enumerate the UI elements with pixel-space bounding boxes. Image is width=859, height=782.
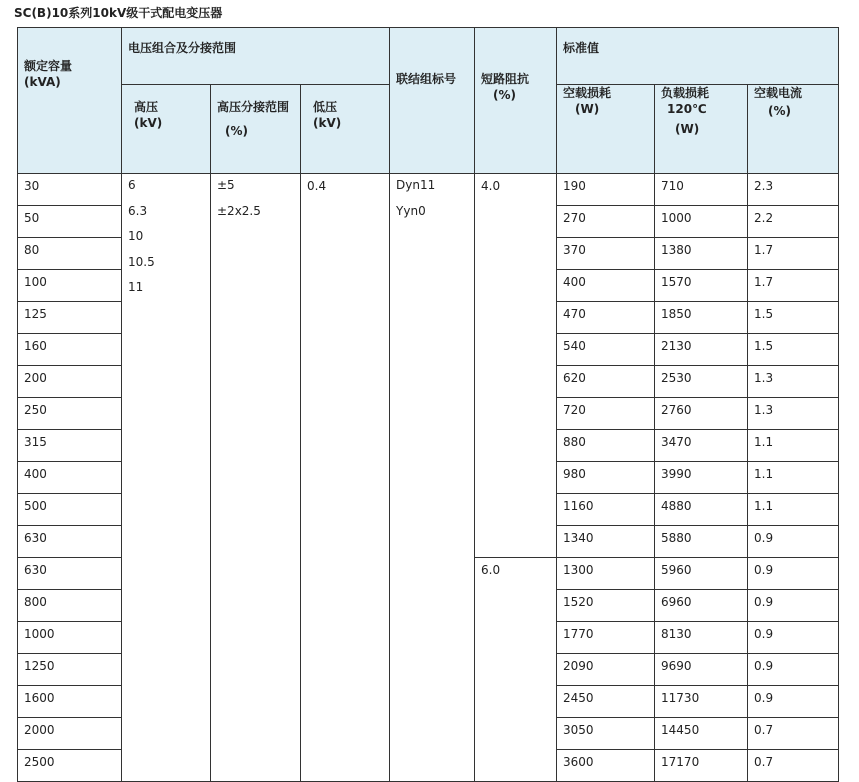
no-load-loss-cell-value: 1300 (563, 563, 594, 577)
no-load-loss-cell (557, 654, 655, 686)
no-load-current-cell (748, 622, 839, 654)
header-hv-tap-label: 高压分接范围 (217, 100, 290, 114)
capacity-cell-value: 50 (24, 211, 40, 225)
no-load-current-cell-value: 2.2 (754, 211, 774, 225)
transformer-spec-table (17, 27, 839, 782)
capacity-cell (18, 654, 122, 686)
load-loss-cell-value: 3470 (661, 435, 692, 449)
header-lv (301, 85, 390, 174)
no-load-loss-cell-value: 1520 (563, 595, 594, 609)
load-loss-cell-value: 14450 (661, 723, 700, 737)
no-load-current-cell (748, 558, 839, 590)
no-load-loss-cell (557, 302, 655, 334)
header-impedance (475, 28, 557, 174)
no-load-loss-cell-value: 1770 (563, 627, 594, 641)
header-capacity-label: 额定容量 (24, 59, 73, 73)
load-loss-cell-value: 6960 (661, 595, 692, 609)
no-load-loss-cell-value: 540 (563, 339, 586, 353)
no-load-current-cell-value: 0.7 (754, 755, 774, 769)
load-loss-cell (655, 590, 748, 622)
capacity-cell-value: 80 (24, 243, 40, 257)
no-load-current-cell-value: 1.7 (754, 275, 774, 289)
no-load-loss-cell-value: 470 (563, 307, 586, 321)
no-load-current-cell-value: 1.1 (754, 435, 774, 449)
load-loss-cell (655, 494, 748, 526)
load-loss-cell-value: 2760 (661, 403, 692, 417)
capacity-cell-value: 1250 (24, 659, 55, 673)
header-hv-tap-unit: (%) (225, 124, 248, 138)
no-load-loss-cell (557, 334, 655, 366)
header-load-loss-label: 负载损耗 (661, 86, 710, 100)
header-impedance-unit: (%) (493, 88, 517, 102)
no-load-current-cell (748, 366, 839, 398)
no-load-loss-cell-value: 720 (563, 403, 586, 417)
capacity-cell (18, 462, 122, 494)
header-no-load-loss-label: 空载损耗 (563, 86, 612, 100)
header-lv-label: 低压 (313, 100, 338, 114)
load-loss-cell-value: 3990 (661, 467, 692, 481)
no-load-loss-cell (557, 590, 655, 622)
hv-tap-cell (211, 174, 301, 782)
no-load-loss-cell (557, 718, 655, 750)
load-loss-cell (655, 398, 748, 430)
hv-value: 10.5 (128, 254, 155, 269)
load-loss-cell (655, 206, 748, 238)
header-hv-unit: (kV) (134, 116, 163, 130)
no-load-loss-cell (557, 398, 655, 430)
no-load-loss-cell-value: 190 (563, 179, 586, 193)
capacity-cell (18, 750, 122, 782)
no-load-current-cell-value: 1.1 (754, 467, 774, 481)
no-load-loss-cell-value: 2090 (563, 659, 594, 673)
load-loss-cell-value: 4880 (661, 499, 692, 513)
no-load-current-cell (748, 526, 839, 558)
header-standard-values: 标准值 (557, 28, 839, 85)
impedance-cell (475, 174, 557, 558)
load-loss-cell (655, 718, 748, 750)
load-loss-cell (655, 270, 748, 302)
no-load-current-cell (748, 718, 839, 750)
capacity-cell-value: 100 (24, 275, 47, 289)
capacity-cell (18, 174, 122, 206)
capacity-cell (18, 622, 122, 654)
load-loss-cell (655, 430, 748, 462)
header-no-load-current (748, 85, 839, 174)
hv-value: 10 (128, 229, 144, 243)
capacity-cell (18, 686, 122, 718)
no-load-current-cell-value: 1.5 (754, 339, 774, 353)
load-loss-cell-value: 2530 (661, 371, 692, 385)
lv-value: 0.4 (307, 179, 327, 193)
no-load-loss-cell-value: 620 (563, 371, 586, 385)
load-loss-cell (655, 622, 748, 654)
capacity-cell-value: 315 (24, 435, 47, 449)
no-load-loss-cell-value: 1340 (563, 531, 594, 545)
header-capacity (18, 28, 122, 174)
header-no-load-current-unit: (%) (768, 104, 792, 118)
no-load-loss-cell (557, 686, 655, 718)
no-load-current-cell-value: 1.5 (754, 307, 774, 321)
no-load-loss-cell (557, 430, 655, 462)
load-loss-cell-value: 1380 (661, 243, 692, 257)
no-load-current-cell-value: 0.9 (754, 595, 774, 609)
load-loss-cell-value: 1850 (661, 307, 692, 321)
capacity-cell (18, 398, 122, 430)
no-load-loss-cell-value: 1160 (563, 499, 594, 513)
no-load-loss-cell (557, 238, 655, 270)
header-vector-group-label: 联结组标号 (396, 72, 457, 86)
impedance-cell (475, 558, 557, 782)
no-load-current-cell (748, 494, 839, 526)
no-load-loss-cell (557, 206, 655, 238)
no-load-loss-cell (557, 174, 655, 206)
no-load-current-cell-value: 1.3 (754, 403, 774, 417)
header-impedance-label: 短路阻抗 (481, 72, 530, 86)
hv-value: 6.3 (128, 203, 148, 218)
hv-tap-value: ±2x2.5 (217, 203, 261, 218)
no-load-current-cell-value: 2.3 (754, 179, 774, 193)
header-hv (122, 85, 211, 174)
capacity-cell (18, 526, 122, 558)
impedance-value: 6.0 (481, 563, 501, 577)
header-load-loss-unit: (W) (675, 122, 700, 136)
header-hv-tap (211, 85, 301, 174)
load-loss-cell-value: 9690 (661, 659, 692, 673)
load-loss-cell-value: 5960 (661, 563, 692, 577)
load-loss-cell (655, 686, 748, 718)
load-loss-cell-value: 5880 (661, 531, 692, 545)
capacity-cell (18, 558, 122, 590)
load-loss-cell (655, 750, 748, 782)
no-load-current-cell-value: 1.1 (754, 499, 774, 513)
load-loss-cell (655, 302, 748, 334)
no-load-loss-cell (557, 494, 655, 526)
header-vector-group (390, 28, 475, 174)
no-load-loss-cell-value: 370 (563, 243, 586, 257)
capacity-cell (18, 238, 122, 270)
no-load-loss-cell-value: 2450 (563, 691, 594, 705)
capacity-cell (18, 718, 122, 750)
capacity-cell (18, 334, 122, 366)
load-loss-cell-value: 8130 (661, 627, 692, 641)
no-load-current-cell-value: 0.9 (754, 627, 774, 641)
no-load-current-cell (748, 462, 839, 494)
no-load-current-cell (748, 270, 839, 302)
capacity-cell-value: 125 (24, 307, 47, 321)
capacity-cell (18, 430, 122, 462)
header-voltage-group: 电压组合及分接范围 (122, 28, 390, 85)
capacity-cell-value: 2500 (24, 755, 55, 769)
vector-group-cell (390, 174, 475, 782)
hv-value: 6 (128, 178, 136, 192)
capacity-cell-value: 500 (24, 499, 47, 513)
no-load-loss-cell-value: 880 (563, 435, 586, 449)
no-load-current-cell (748, 238, 839, 270)
load-loss-cell-value: 1570 (661, 275, 692, 289)
no-load-current-cell (748, 654, 839, 686)
capacity-cell (18, 494, 122, 526)
header-hv-label: 高压 (134, 100, 159, 114)
no-load-current-cell (748, 174, 839, 206)
load-loss-cell-value: 710 (661, 179, 684, 193)
no-load-current-cell (748, 398, 839, 430)
header-load-loss (655, 85, 748, 174)
capacity-cell-value: 400 (24, 467, 47, 481)
header-lv-unit: (kV) (313, 116, 342, 130)
capacity-cell-value: 2000 (24, 723, 55, 737)
no-load-current-cell-value: 0.9 (754, 531, 774, 545)
capacity-cell-value: 1000 (24, 627, 55, 641)
no-load-current-cell (748, 334, 839, 366)
capacity-cell-value: 630 (24, 563, 47, 577)
capacity-cell-value: 250 (24, 403, 47, 417)
table-body (18, 174, 839, 782)
load-loss-cell (655, 462, 748, 494)
no-load-loss-cell-value: 3600 (563, 755, 594, 769)
load-loss-cell (655, 654, 748, 686)
load-loss-cell-value: 11730 (661, 691, 700, 705)
capacity-cell-value: 30 (24, 179, 40, 193)
no-load-current-cell (748, 750, 839, 782)
hv-value: 11 (128, 280, 144, 294)
no-load-current-cell-value: 0.9 (754, 659, 774, 673)
load-loss-cell (655, 526, 748, 558)
no-load-loss-cell-value: 3050 (563, 723, 594, 737)
no-load-current-cell-value: 1.3 (754, 371, 774, 385)
no-load-loss-cell (557, 270, 655, 302)
capacity-cell (18, 590, 122, 622)
no-load-current-cell (748, 686, 839, 718)
load-loss-cell (655, 334, 748, 366)
load-loss-cell-value: 17170 (661, 755, 700, 769)
capacity-cell (18, 206, 122, 238)
header-no-load-loss (557, 85, 655, 174)
page-title: SC(B)10系列10kV级干式配电变压器 (14, 6, 223, 20)
capacity-cell (18, 366, 122, 398)
capacity-cell (18, 302, 122, 334)
hv-cell (122, 174, 211, 782)
load-loss-cell (655, 174, 748, 206)
no-load-loss-cell-value: 980 (563, 467, 586, 481)
no-load-current-cell (748, 206, 839, 238)
load-loss-cell (655, 366, 748, 398)
header-load-loss-temp: 120℃ (667, 102, 707, 116)
no-load-current-cell (748, 590, 839, 622)
no-load-loss-cell (557, 366, 655, 398)
vector-group-value: Dyn11 (396, 178, 436, 192)
no-load-loss-cell (557, 750, 655, 782)
hv-tap-value: ±5 (217, 178, 235, 192)
no-load-loss-cell-value: 400 (563, 275, 586, 289)
capacity-cell-value: 800 (24, 595, 47, 609)
header-capacity-unit: (kVA) (24, 75, 61, 89)
load-loss-cell (655, 238, 748, 270)
no-load-loss-cell (557, 462, 655, 494)
lv-cell (301, 174, 390, 782)
no-load-current-cell-value: 0.9 (754, 563, 774, 577)
no-load-current-cell-value: 0.9 (754, 691, 774, 705)
load-loss-cell-value: 1000 (661, 211, 692, 225)
capacity-cell (18, 270, 122, 302)
load-loss-cell (655, 558, 748, 590)
vector-group-value: Yyn0 (396, 203, 426, 218)
capacity-cell-value: 200 (24, 371, 47, 385)
no-load-loss-cell (557, 526, 655, 558)
no-load-loss-cell-value: 270 (563, 211, 586, 225)
capacity-cell-value: 1600 (24, 691, 55, 705)
capacity-cell-value: 160 (24, 339, 47, 353)
no-load-loss-cell (557, 622, 655, 654)
header-no-load-loss-unit: (W) (575, 102, 600, 116)
load-loss-cell-value: 2130 (661, 339, 692, 353)
no-load-current-cell-value: 1.7 (754, 243, 774, 257)
impedance-value: 4.0 (481, 179, 501, 193)
no-load-current-cell (748, 430, 839, 462)
no-load-loss-cell (557, 558, 655, 590)
header-no-load-current-label: 空载电流 (754, 86, 803, 100)
no-load-current-cell (748, 302, 839, 334)
table-row (18, 174, 839, 206)
capacity-cell-value: 630 (24, 531, 47, 545)
no-load-current-cell-value: 0.7 (754, 723, 774, 737)
